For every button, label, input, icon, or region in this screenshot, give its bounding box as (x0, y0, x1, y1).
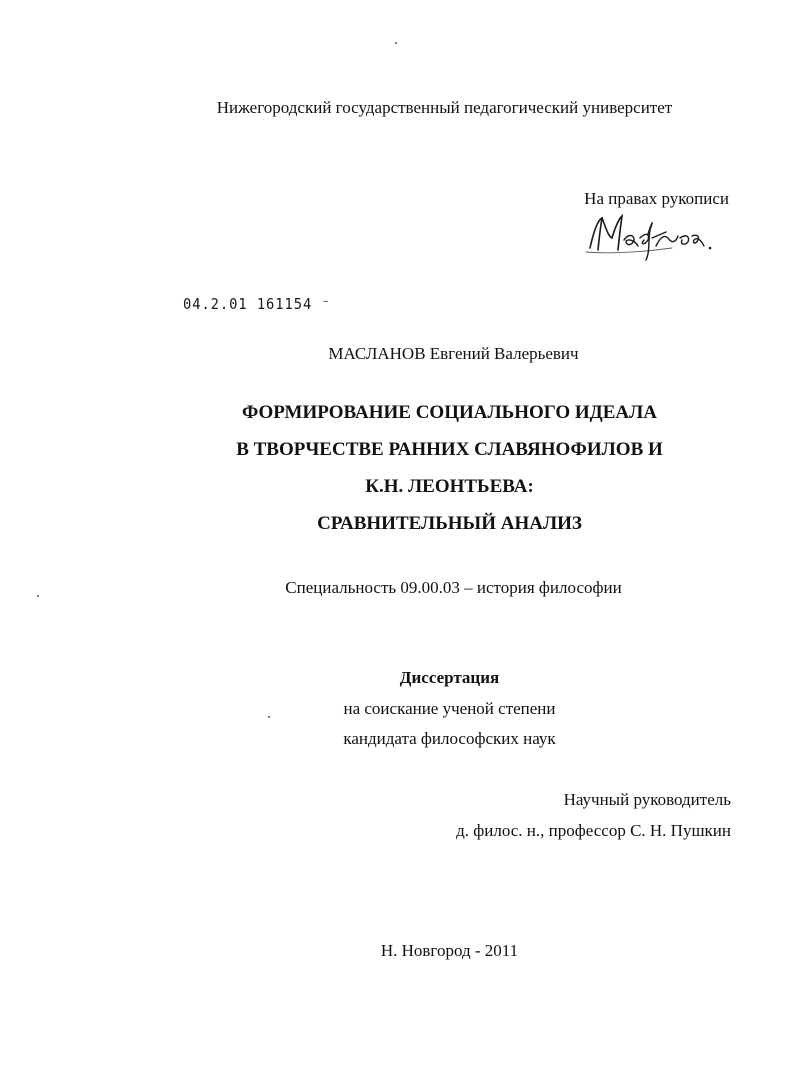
scan-speck (395, 42, 397, 44)
author-name: МАСЛАНОВ Евгений Валерьевич (328, 344, 579, 363)
title-line: К.Н. ЛЕОНТЬЕВА: (365, 476, 534, 497)
university-name: Нижегородский государственный педагогический университет (216, 98, 673, 117)
supervisor-role: Научный руководитель (563, 790, 731, 809)
degree-line-2: кандидата философских наук (343, 729, 556, 748)
scan-speck (268, 716, 270, 718)
title-line: ФОРМИРОВАНИЕ СОЦИАЛЬНОГО ИДЕАЛА (241, 402, 658, 423)
dissertation-heading: Диссертация (399, 668, 500, 687)
supervisor-name: д. филос. н., профессор С. Н. Пушкин (456, 821, 731, 840)
rights-note: На правах рукописи (584, 189, 729, 208)
city-year: Н. Новгород - 2011 (380, 941, 519, 960)
degree-line-1: на соискание ученой степени (343, 699, 556, 718)
scan-speck (37, 595, 39, 597)
registration-stamp: 04.2.01 161154 ⁻ (183, 295, 331, 313)
specialty: Специальность 09.00.03 – история философии (285, 578, 622, 597)
author-signature (582, 208, 732, 262)
title-line: В ТВОРЧЕСТВЕ РАННИХ СЛАВЯНОФИЛОВ И (236, 439, 663, 460)
title-line: СРАВНИТЕЛЬНЫЙ АНАЛИЗ (317, 513, 582, 534)
dissertation-title (54, 394, 791, 542)
